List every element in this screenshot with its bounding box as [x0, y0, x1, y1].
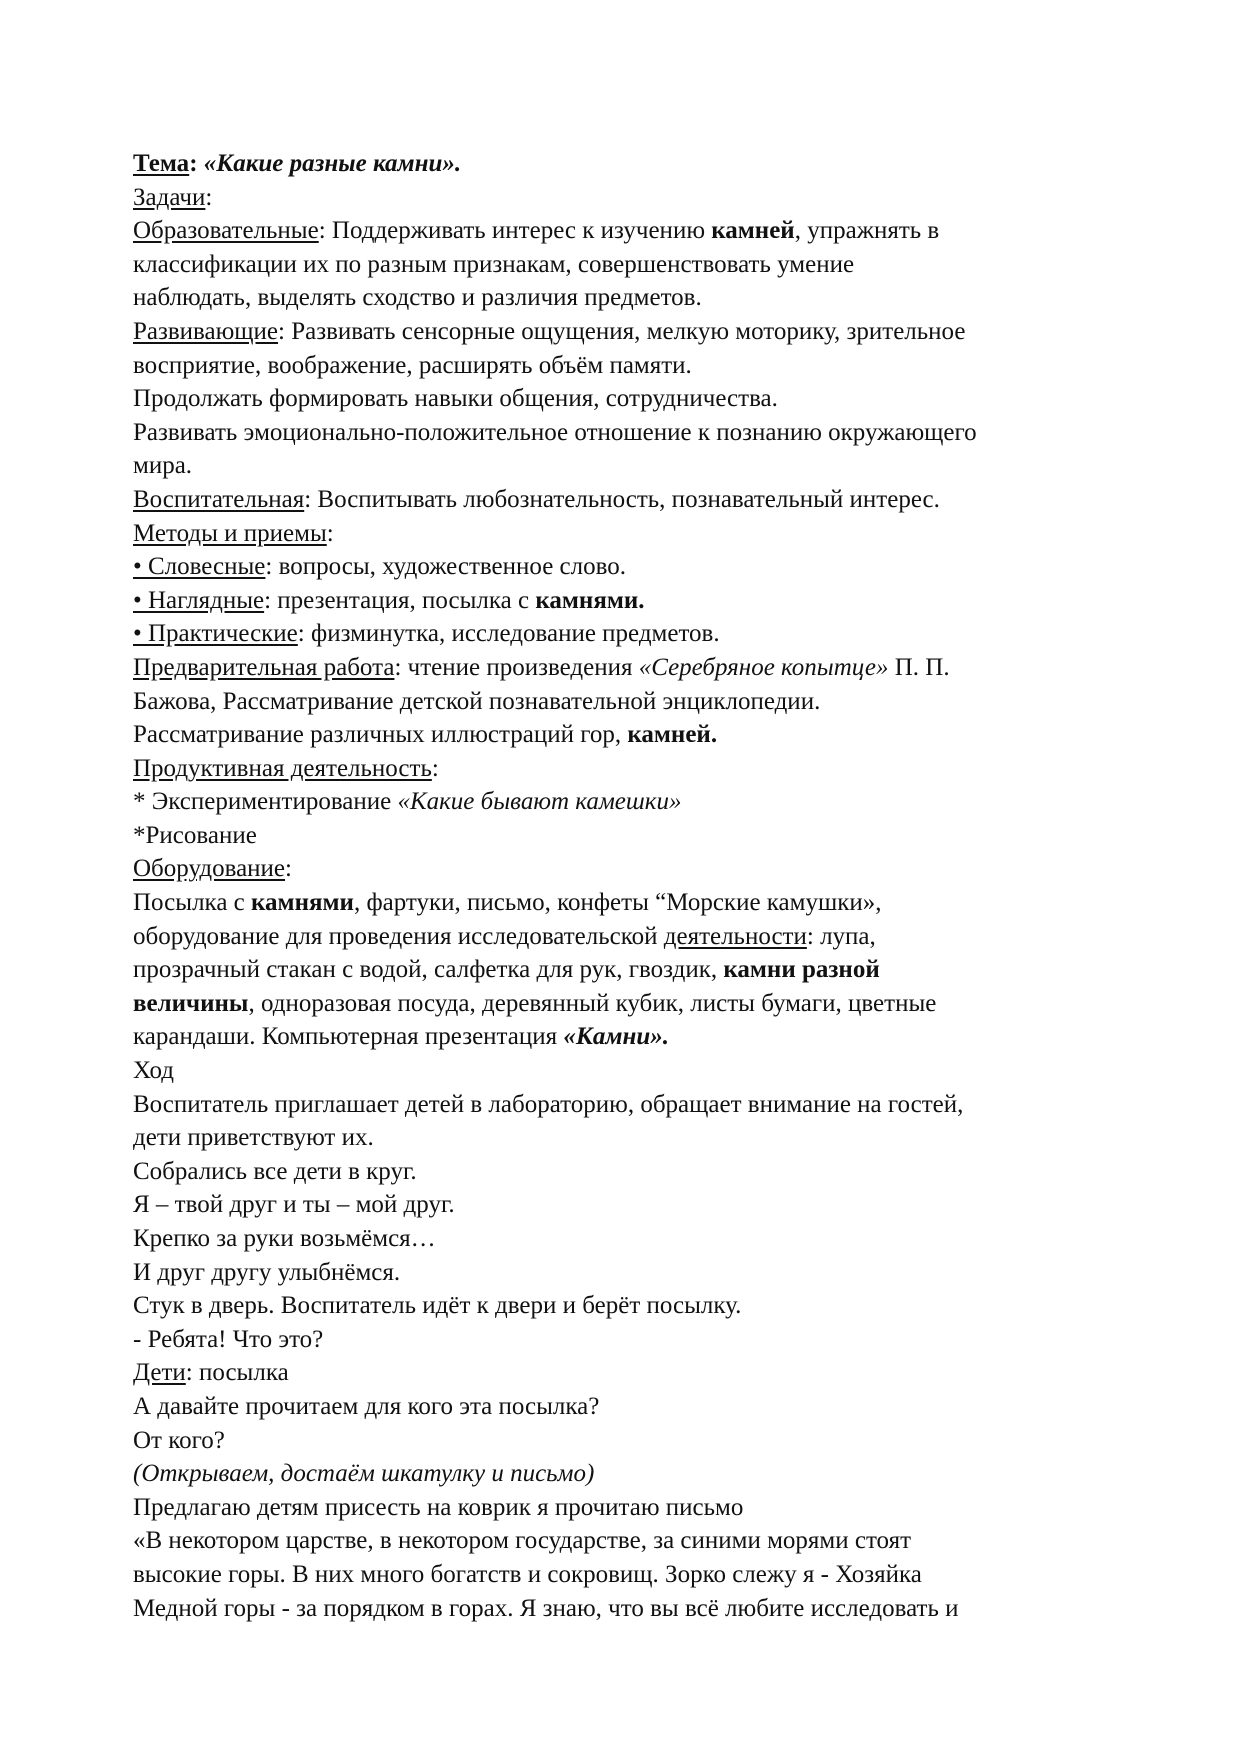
text-run: Методы и приемы	[133, 519, 327, 547]
text-line	[133, 248, 1133, 282]
text-run: • Практические	[133, 620, 298, 648]
text-run: От кого?	[133, 1426, 225, 1454]
text-run: , одноразовая посуда, деревянный кубик, листы бумаги, цветные	[248, 989, 937, 1017]
text-run: (Открываем, достаём шкатулку и письмо)	[133, 1460, 595, 1488]
text-line	[133, 1121, 1133, 1155]
text-line	[133, 550, 1133, 584]
text-run: камней.	[627, 721, 718, 749]
text-line	[133, 651, 1133, 685]
text-line	[133, 1491, 1133, 1525]
text-run: , фартуки, письмо, конфеты “Морские камушки»,	[353, 889, 882, 917]
text-run: :	[205, 183, 213, 211]
text-line	[133, 987, 1133, 1021]
text-run: Развивать эмоционально-положительное отношение к познанию окружающего	[133, 418, 977, 446]
text-run: : Поддерживать интерес к изучению	[318, 217, 712, 245]
text-line	[133, 1457, 1133, 1491]
text-line	[133, 1289, 1133, 1323]
text-run: : физминутка, исследование предметов.	[297, 620, 720, 648]
text-line	[133, 752, 1133, 786]
text-run: «Какие бывают камешки»	[397, 788, 682, 816]
text-run: величины	[133, 989, 249, 1017]
text-run: :	[326, 519, 334, 547]
text-run: «Какие разные камни».	[203, 150, 462, 177]
text-line	[133, 1424, 1133, 1458]
text-run: : вопросы, художественное слово.	[265, 553, 627, 581]
text-run: Ход	[133, 1057, 174, 1085]
text-line	[133, 920, 1133, 954]
text-line	[133, 1256, 1133, 1290]
text-run: :	[431, 754, 439, 782]
text-run: Воспитатель приглашает детей в лабораторию, обращает внимание на гостей,	[133, 1090, 964, 1118]
text-run: Дети	[133, 1359, 186, 1387]
text-run: «В некотором царстве, в некотором государстве, за синими морями стоят	[133, 1527, 912, 1555]
text-line	[133, 517, 1133, 551]
text-run: камней	[711, 217, 795, 245]
text-run: А давайте прочитаем для кого эта посылка?	[133, 1392, 600, 1420]
text-line	[133, 785, 1133, 819]
text-run: :	[285, 855, 292, 883]
text-line	[133, 416, 1133, 450]
text-run: Крепко за руки возьмёмся…	[133, 1225, 436, 1252]
text-line	[133, 685, 1133, 719]
text-run: высокие горы. В них много богатств и сокровищ. Зорко слежу я - Хозяйка	[133, 1560, 922, 1588]
text-run: Задачи	[133, 183, 206, 211]
text-run: : Развивать сенсорные ощущения, мелкую моторику, зрительное	[278, 317, 966, 345]
text-run: : посылка	[185, 1359, 289, 1387]
text-line	[133, 1592, 1133, 1626]
text-run: Рассматривание различных иллюстраций гор,	[133, 721, 628, 749]
text-run: камни разной	[723, 956, 880, 984]
text-line	[133, 1558, 1133, 1592]
text-line	[133, 147, 1133, 181]
text-run: Воспитательная	[133, 485, 305, 513]
text-line	[133, 1524, 1133, 1558]
text-line	[133, 617, 1133, 651]
text-run: деятельности	[663, 922, 807, 950]
text-line	[133, 1323, 1133, 1357]
text-run: Я – твой друг и ты – мой друг.	[133, 1191, 455, 1219]
document-page	[133, 147, 1133, 1625]
text-run: Собрались все дети в круг.	[133, 1157, 417, 1185]
text-line	[133, 281, 1133, 315]
text-run: : чтение произведения	[394, 653, 639, 681]
text-run: мира.	[133, 452, 193, 480]
text-line	[133, 886, 1133, 920]
text-line	[133, 449, 1133, 483]
text-line	[133, 315, 1133, 349]
text-run: :	[189, 150, 204, 177]
text-run: оборудование для проведения исследовательской	[133, 922, 664, 950]
text-run: И друг другу улыбнёмся.	[133, 1258, 401, 1286]
text-line	[133, 214, 1133, 248]
text-run: * Экспериментирование	[133, 788, 398, 816]
text-line	[133, 953, 1133, 987]
text-run: наблюдать, выделять сходство и различия предметов.	[133, 284, 702, 312]
text-run: камнями	[251, 889, 354, 917]
text-run: Бажова, Рассматривание детской познавательной энциклопедии.	[133, 687, 821, 715]
text-run: Оборудование	[133, 855, 286, 883]
text-line	[133, 718, 1133, 752]
text-run: Предварительная работа	[133, 653, 395, 681]
text-run: : Воспитывать любознательность, познавательный интерес.	[304, 485, 940, 513]
text-run: • Словесные	[133, 553, 266, 581]
text-run: *Рисование	[133, 821, 257, 849]
text-run: - Ребята! Что это?	[133, 1325, 324, 1353]
text-run: камнями.	[535, 586, 645, 614]
text-line	[133, 1188, 1133, 1222]
text-line	[133, 483, 1133, 517]
text-run: дети приветствуют их.	[133, 1124, 374, 1152]
text-line	[133, 1088, 1133, 1122]
text-line	[133, 349, 1133, 383]
text-run: Стук в дверь. Воспитатель идёт к двери и берёт посылку.	[133, 1292, 742, 1320]
text-run: Медной горы - за порядком в горах. Я знаю, что вы всё любите исследовать и	[133, 1594, 959, 1622]
text-run: восприятие, воображение, расширять объём памяти.	[133, 351, 692, 379]
text-run: Посылка с	[133, 889, 252, 917]
text-line	[133, 584, 1133, 618]
text-run: «Серебряное копытце»	[638, 653, 889, 681]
text-run: : презентация, посылка с	[264, 586, 536, 614]
text-line	[133, 1155, 1133, 1189]
text-line	[133, 181, 1133, 215]
text-run: карандаши. Компьютерная презентация	[133, 1023, 564, 1051]
text-run: П. П.	[888, 653, 950, 681]
text-run: • Наглядные	[133, 586, 265, 614]
text-run: классификации их по разным признакам, совершенствовать умение	[133, 250, 855, 278]
text-line	[133, 1054, 1133, 1088]
text-line	[133, 382, 1133, 416]
text-line	[133, 1356, 1133, 1390]
text-line	[133, 1222, 1133, 1256]
text-run: Продуктивная деятельность	[133, 754, 432, 782]
text-run: : лупа,	[806, 922, 876, 950]
text-line	[133, 1020, 1133, 1054]
text-run: Тема	[133, 150, 190, 177]
text-run: прозрачный стакан с водой, салфетка для рук, гвоздик,	[133, 956, 724, 984]
text-run: Предлагаю детям присесть на коврик я прочитаю письмо	[133, 1493, 744, 1521]
text-line	[133, 852, 1133, 886]
text-run: Развивающие	[133, 317, 279, 345]
text-run: «Камни».	[563, 1023, 670, 1051]
text-run: Образовательные	[133, 217, 319, 245]
text-run: , упражнять в	[794, 217, 940, 245]
text-line	[133, 1390, 1133, 1424]
text-run: Продолжать формировать навыки общения, сотрудничества.	[133, 385, 778, 413]
text-line	[133, 819, 1133, 853]
